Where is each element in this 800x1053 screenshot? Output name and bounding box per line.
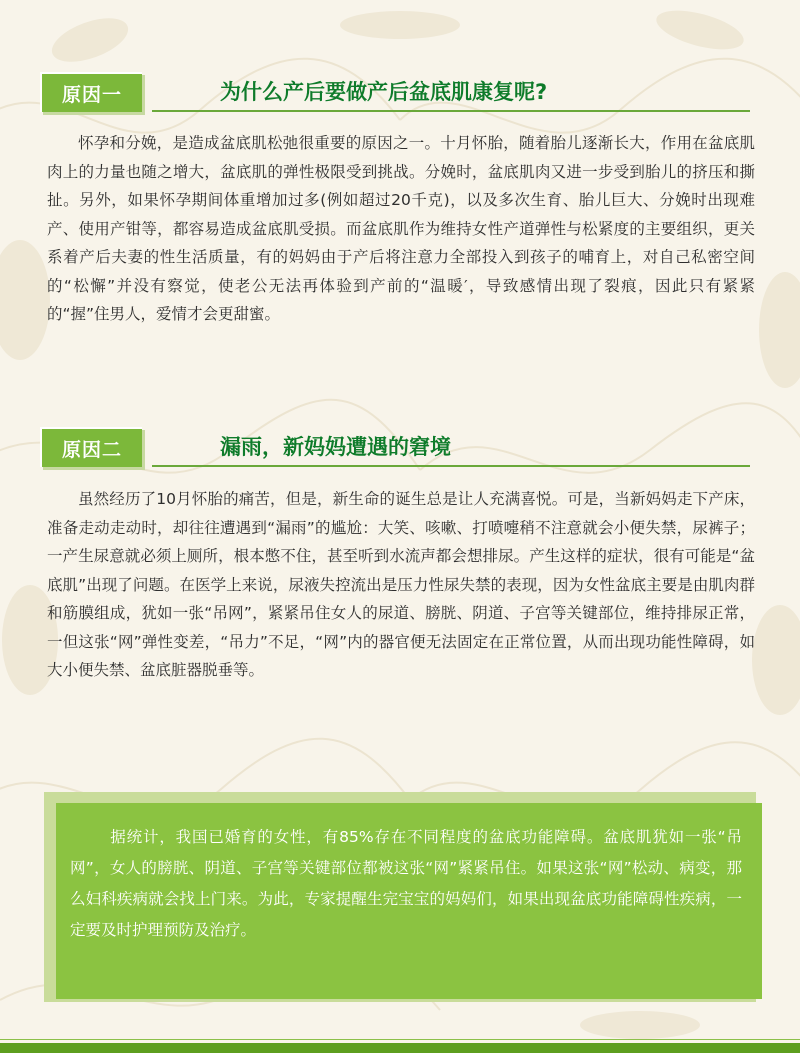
section-1-paragraph: 怀孕和分娩，是造成盆底肌松弛很重要的原因之一。十月怀胎，随着胎儿逐渐长大，作用在盆底肌肉上的力量也随之增大，盆底肌的弹性极限受到挑战。分娩时，盆底肌肉又进一步受到胎儿的挤压和撕扯。另外，如果怀孕期间体重增加过多(例如超过20千克)，以及多次生育、胎儿巨大、分娩时出现难产、使用产钳等，都容易造成盆底肌受损。而盆底肌作为维持女性产道弹性与松紧度的主要组织，更关系着产后夫妻的性生活质量，有的妈妈由于产后将注意力全部投入到孩子的哺育上，对自己私密空间的“松懈”并没有察觉，使老公无法再体验到产前的“温暖′，导致感情出现了裂痕，因此只有紧紧的“握”住男人，爱情才会更甜蜜。 [47, 134, 755, 323]
section-2-paragraph: 虽然经历了10月怀胎的痛苦，但是，新生命的诞生总是让人充满喜悦。可是，当新妈妈走下产床，准备走动走动时，却往往遭遇到“漏雨”的尴尬：大笑、咳嗽、打喷嚏稍不注意就会小便失禁，尿裤子；一产生尿意就必须上厕所，根本憋不住，甚至听到水流声都会想排尿。产生这样的症状，很有可能是“盆底肌”出现了问题。在医学上来说，尿液失控流出是压力性尿失禁的表现，因为女性盆底主要是由肌肉群和筋膜组成，犹如一张“吊网”，紧紧吊住女人的尿道、膀胱、阴道、子宫等关键部位，维持排尿正常，一但这张“网”弹性变差，“吊力”不足，“网”内的器官便无法固定在正常位置，从而出现功能性障碍，如大小便失禁、盆底脏器脱垂等。 [47, 490, 755, 679]
section-2-header [40, 427, 750, 477]
section-2-tag: 原因二 [40, 427, 142, 467]
section-1-tag: 原因一 [40, 72, 142, 112]
footer-line [0, 1039, 800, 1040]
statistic-box [56, 803, 762, 999]
section-1-header [40, 72, 750, 122]
footer-bar [0, 1043, 800, 1053]
section-1-title: 为什么产后要做产后盆底肌康复呢? [220, 80, 548, 104]
section-1-rule [152, 110, 750, 112]
section-2-title: 漏雨，新妈妈遭遇的窘境 [220, 435, 451, 459]
statistic-paragraph: 据统计，我国已婚育的女性，有85%存在不同程度的盆底功能障碍。盆底肌犹如一张“吊网”，女人的膀胱、阴道、子宫等关键部位都被这张“网”紧紧吊住。如果这张“网”松动、病变，那么妇科疾病就会找上门来。为此，专家提醒生完宝宝的妈妈们，如果出现盆底功能障碍性疾病，一定要及时护理预防及治疗。 [70, 828, 742, 939]
section-2-rule [152, 465, 750, 467]
